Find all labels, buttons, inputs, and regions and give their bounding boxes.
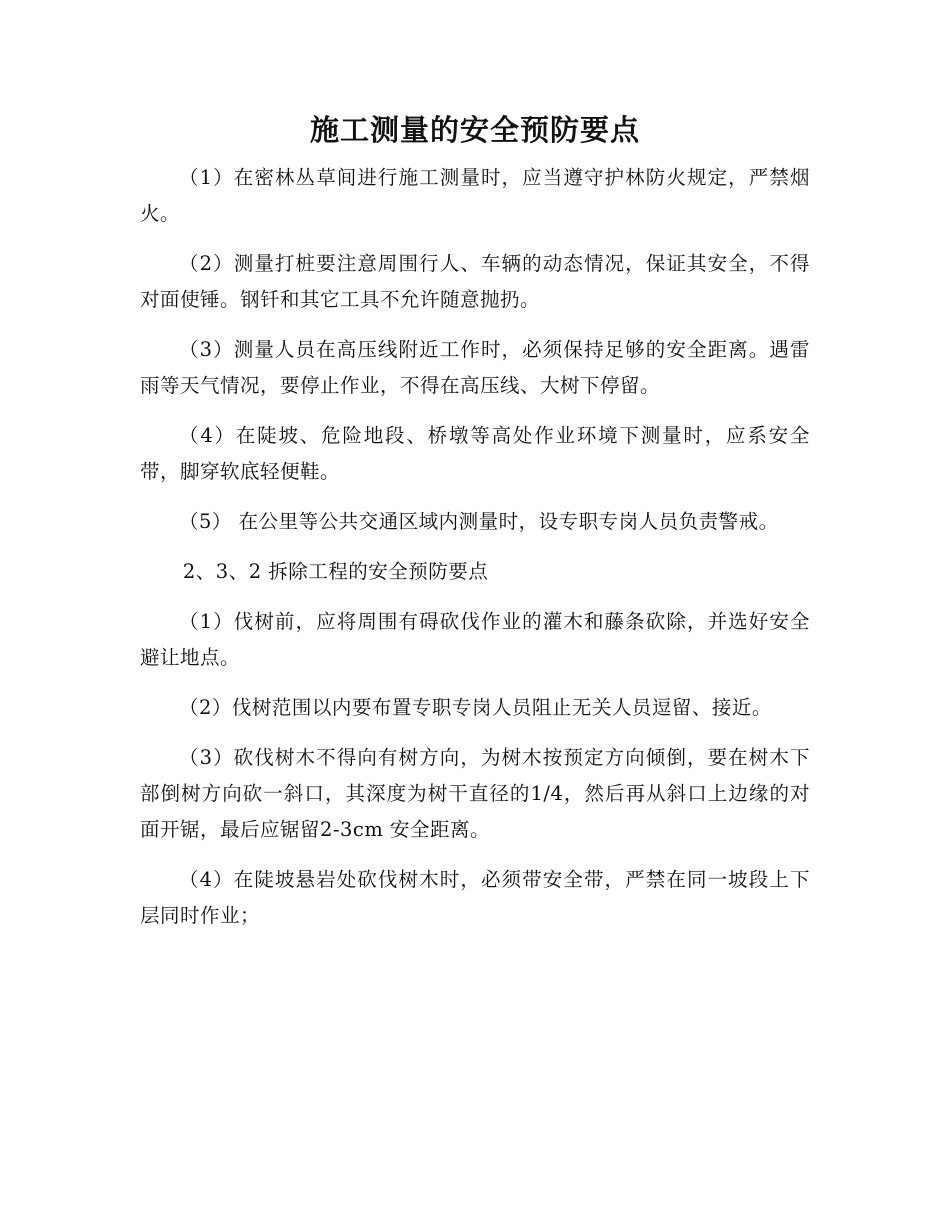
paragraph-demolition-3: （3）砍伐树木不得向有树方向，为树木按预定方向倾倒，要在树木下部倒树方向砍一斜口，其深度为树干直径的1/4，然后再从斜口上边缘的对面开锯，最后应锯留2-3cm 安全距离。 [140, 746, 810, 841]
paragraph-survey-4: （4）在陡坡、危险地段、桥墩等高处作业环境下测量时，应系安全带，脚穿软底轻便鞋。 [140, 424, 810, 483]
paragraph-survey-5: （5） 在公里等公共交通区域内测量时，设专职专岗人员负责警戒。 [179, 510, 779, 533]
paragraph-survey-2: （2）测量打桩要注意周围行人、车辆的动态情况，保证其安全，不得对面使锤。钢钎和其它工具不允许随意抛扔。 [140, 252, 810, 311]
paragraph-survey-3: （3）测量人员在高压线附近工作时，必须保持足够的安全距离。遇雷雨等天气情况，要停止作业，不得在高压线、大树下停留。 [140, 338, 810, 397]
section-heading-demolition: 2、3、2 拆除工程的安全预防要点 [182, 560, 489, 583]
document-body [140, 160, 810, 934]
paragraph-demolition-4: （4）在陡坡悬岩处砍伐树木时，必须带安全带，严禁在同一坡段上下层同时作业； [140, 868, 810, 927]
paragraph-demolition-1: （1）伐树前，应将周围有碍砍伐作业的灌木和藤条砍除，并选好安全避让地点。 [140, 610, 810, 669]
paragraph-demolition-2: （2）伐树范围以内要布置专职专岗人员阻止无关人员逗留、接近。 [179, 696, 772, 719]
document-title: 施工测量的安全预防要点 [309, 113, 640, 147]
paragraph-survey-1: （1）在密林丛草间进行施工测量时，应当遵守护林防火规定，严禁烟火。 [140, 166, 810, 225]
